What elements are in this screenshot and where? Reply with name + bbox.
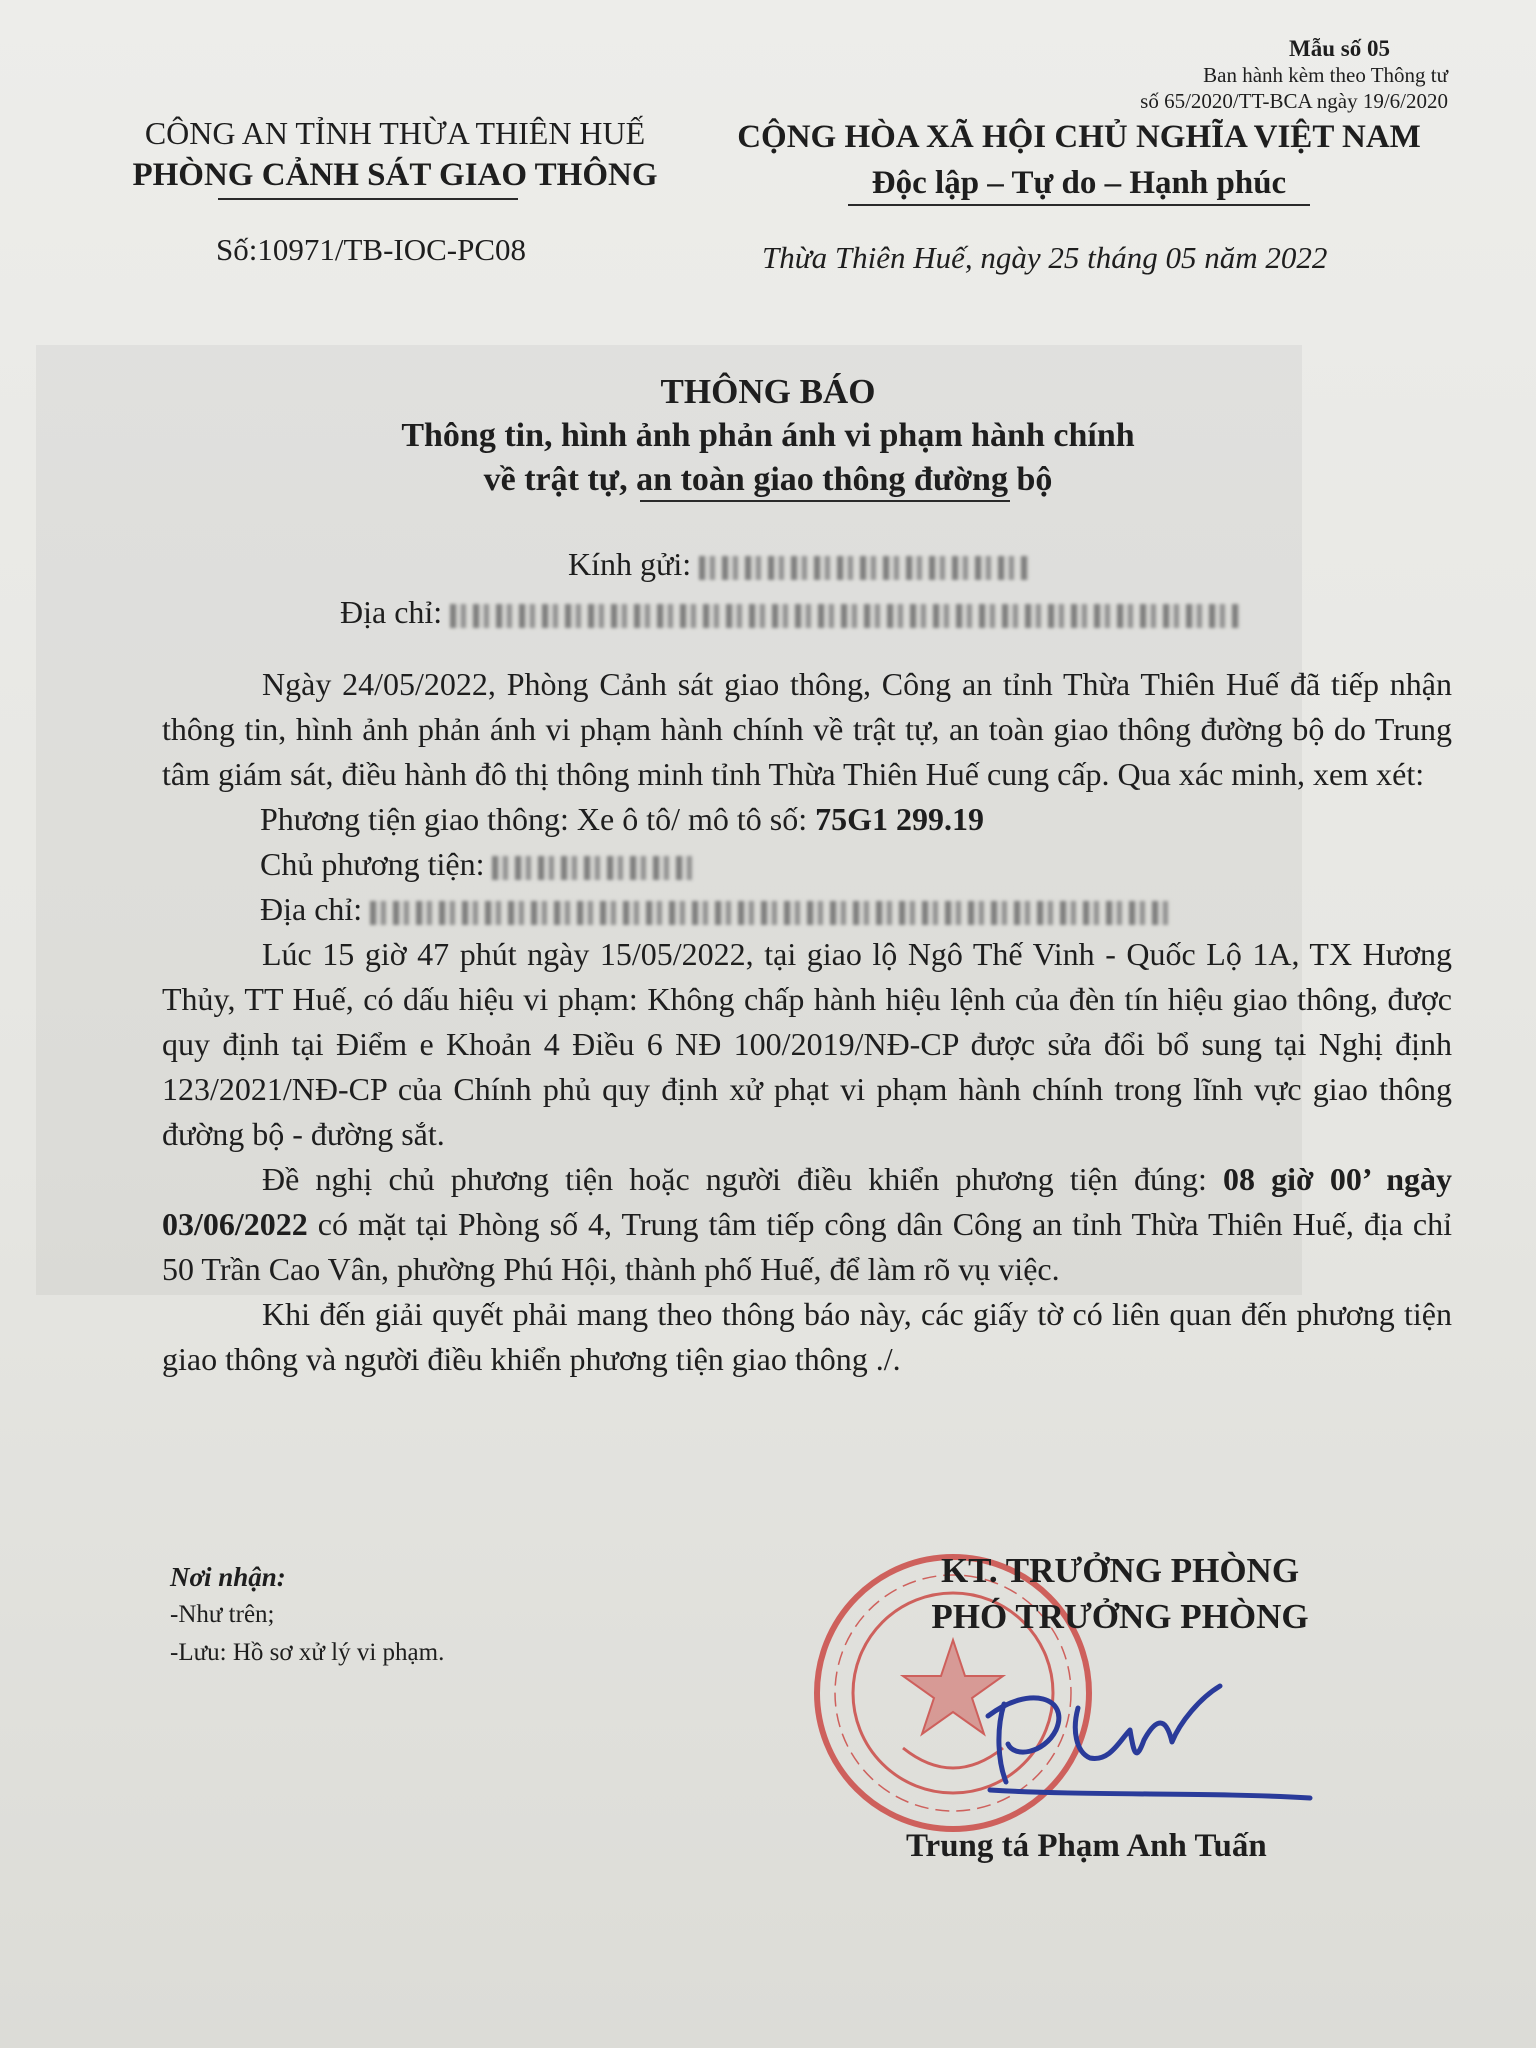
document-title <box>0 370 1536 502</box>
owner-label: Chủ phương tiện: <box>260 846 485 882</box>
recipient-address-label: Địa chỉ: <box>340 594 443 630</box>
signature-line2: PHÓ TRƯỞNG PHÒNG <box>931 1597 1309 1636</box>
form-issued-line1: Ban hành kèm theo Thông tư <box>1203 63 1448 87</box>
redacted-owner-address <box>370 901 1170 925</box>
redacted-address <box>450 604 1240 628</box>
title-line1: Thông tin, hình ảnh phản ánh vi phạm hành chính <box>401 417 1135 454</box>
recipient-to <box>568 540 1029 588</box>
request-time: 08 giờ 00’ ngày 03/06/2022 <box>162 1161 1453 1242</box>
recipients-item-2: -Lưu: Hồ sơ xử lý vi phạm. <box>170 1639 445 1666</box>
agency-parent: CÔNG AN TỈNH THỪA THIÊN HUẾ <box>144 115 646 151</box>
issuing-agency <box>105 112 685 196</box>
date-place: Thừa Thiên Huế, ngày 25 tháng 05 năm 2022 <box>762 240 1328 275</box>
redacted-owner <box>492 856 692 880</box>
nation-motto: Độc lập – Tự do – Hạnh phúc <box>871 165 1287 201</box>
vehicle-label: Phương tiện giao thông: Xe ô tô/ mô tô số: <box>260 801 808 837</box>
title-main: THÔNG BÁO <box>660 372 876 411</box>
title-line2: về trật tự, an toàn giao thông đường bộ <box>483 461 1053 498</box>
form-code: Mẫu số 05 <box>1289 36 1390 61</box>
owner-line <box>162 842 1452 887</box>
vehicle-line <box>162 797 1452 842</box>
redacted-name <box>699 556 1029 580</box>
motto-underline <box>848 204 1310 206</box>
request-paragraph <box>162 1157 1452 1292</box>
recipient-to-label: Kính gửi: <box>568 546 692 582</box>
form-reference <box>1140 36 1448 114</box>
recipients-item-1: -Như trên; <box>170 1601 275 1628</box>
owner-address-label: Địa chỉ: <box>260 891 363 927</box>
owner-address-line <box>162 887 1452 932</box>
closing-paragraph: Khi đến giải quyết phải mang theo thông báo này, các giấy tờ có liên quan đến phương tiện giao thông và người điều khiển phương tiện giao thông ./. <box>162 1296 1452 1377</box>
document-number: Số:10971/TB-IOC-PC08 <box>216 232 527 267</box>
document-body <box>162 662 1452 1382</box>
form-issued-line2: số 65/2020/TT-BCA ngày 19/6/2020 <box>1140 89 1448 113</box>
intro-paragraph: Ngày 24/05/2022, Phòng Cảnh sát giao thông, Công an tỉnh Thừa Thiên Huế đã tiếp nhận thông tin, hình ảnh phản ánh vi phạm hành chính về trật tự, an toàn giao thông đường bộ do Trung tâm giám sát, điều hành đô thị thông minh tỉnh Thừa Thiên Huế cung cấp. Qua xác minh, xem xét: <box>162 666 1452 792</box>
nation-name: CỘNG HÒA XÃ HỘI CHỦ NGHĨA VIỆT NAM <box>737 119 1421 155</box>
recipient-address <box>340 588 1240 636</box>
agency-department: PHÒNG CẢNH SÁT GIAO THÔNG <box>132 157 658 193</box>
request-prefix: Đề nghị chủ phương tiện hoặc người điều khiển phương tiện đúng: <box>262 1161 1207 1197</box>
bleed-through-text <box>150 1890 1400 1940</box>
national-header <box>712 114 1446 206</box>
violation-paragraph: Lúc 15 giờ 47 phút ngày 15/05/2022, tại giao lộ Ngô Thế Vinh - Quốc Lộ 1A, TX Hương Thủy, TT Huế, có dấu hiệu vi phạm: Không chấp hành hiệu lệnh của đèn tín hiệu giao thông, được quy định tại Điểm e Khoản 4 Điều 6 NĐ 100/2019/NĐ-CP được sửa đổi bổ sung tại Nghị định 123/2021/NĐ-CP của Chính phủ quy định xử phạt vi phạm hành chính trong lĩnh vực giao thông đường bộ - đường sắt. <box>162 936 1452 1152</box>
signature-title <box>880 1548 1360 1640</box>
title-underline <box>640 500 1010 502</box>
recipients-head: Nơi nhận: <box>170 1562 286 1592</box>
request-suffix: có mặt tại Phòng số 4, Trung tâm tiếp công dân Công an tỉnh Thừa Thiên Huế, địa chỉ 50 Trần Cao Vân, phường Phú Hội, thành phố Huế, để làm rõ vụ việc. <box>162 1206 1453 1287</box>
handwritten-signature-icon <box>960 1670 1330 1810</box>
recipients-block <box>170 1558 444 1672</box>
agency-underline <box>218 198 518 200</box>
signature-line1: KT. TRƯỞNG PHÒNG <box>940 1551 1300 1590</box>
vehicle-plate: 75G1 299.19 <box>815 801 985 837</box>
signer-name: Trung tá Phạm Anh Tuấn <box>906 1828 1267 1864</box>
